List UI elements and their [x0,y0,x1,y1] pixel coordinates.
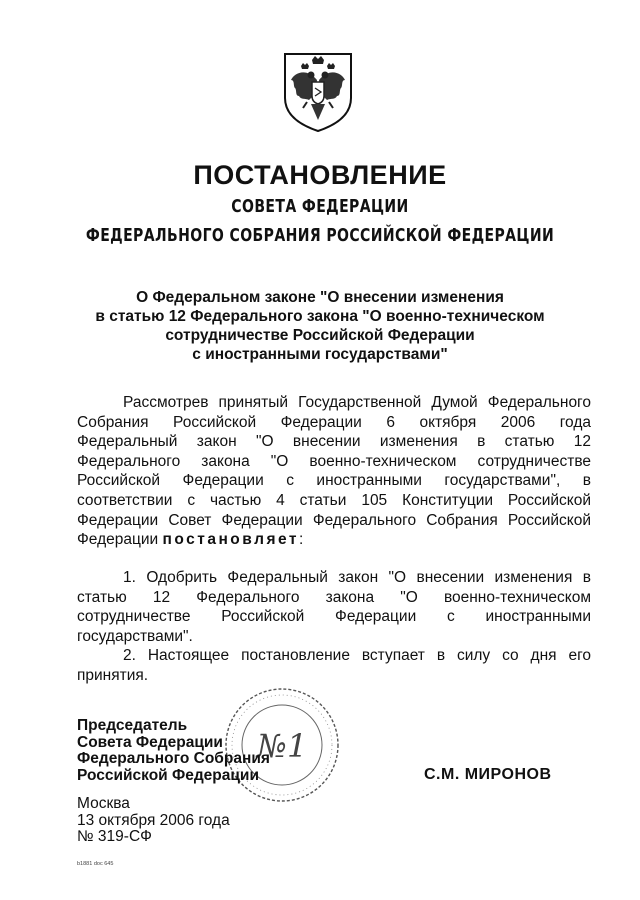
preamble-line: Федерации Совет Федерации Федерального Собрания Российской [77,511,591,529]
document-title: ПОСТАНОВЛЕНИЕ [193,160,447,190]
place-date-block [77,796,230,846]
decree-word: постановляет [162,531,299,549]
item-1-line: государствами". [77,627,193,645]
document-subtitle-council: СОВЕТА ФЕДЕРАЦИИ [231,196,409,217]
document-number: № 319-СФ [77,828,152,845]
preamble-paragraph [77,393,591,550]
preamble-line: соответствии с частью 4 статьи 105 Конституции Российской [77,491,591,509]
item-1-line: 1. Одобрить Федеральный закон "О внесении изменения в [123,569,591,586]
signer-line: Федерального Собрания [77,750,270,767]
item-2-paragraph [77,646,591,685]
signer-name: С.М. МИРОНОВ [424,766,552,783]
date: 13 октября 2006 года [77,811,230,829]
item-1-line: сотрудничестве Российской Федерации с иностранными [77,608,591,626]
preamble-line-last [77,530,591,550]
heading-line: сотрудничестве Российской Федерации [165,327,475,344]
place: Москва [77,795,130,812]
signer-line: Российской Федерации [77,766,259,784]
preamble-line: Рассмотрев принятый Государственной Думой Федерального [123,394,591,411]
heading-line: О Федеральном законе "О внесении изменения [136,289,504,306]
item-1-paragraph [77,568,591,646]
heading-line: с иностранными государствами" [192,346,448,363]
russian-coat-of-arms-icon [281,50,355,134]
item-2-line: 2. Настоящее постановление вступает в силу со дня его [123,647,591,664]
signer-line: Совета Федерации [77,733,223,751]
decree-colon: : [299,531,304,549]
heading-line: в статью 12 Федерального закона "О военно-техническом [95,308,545,325]
signer-line: Председатель [77,717,188,734]
signer-block [77,718,270,784]
preamble-line: Российской Федерации с иностранными государствами", в [77,472,591,490]
preamble-last-prefix: Федерации [77,531,163,549]
document-heading [60,288,580,364]
seal-number: №1 [256,727,308,765]
item-2-line: принятия. [77,666,149,684]
preamble-line: Федерального закона "О военно-техническом сотрудничестве [77,452,591,470]
preamble-line: Собрания Российской Федерации 6 октября 2006 года [77,413,591,431]
item-1-line: статью 12 Федерального закона "О военно-техническом [77,588,591,606]
footnote-code: b1881 doc 645 [77,861,114,867]
preamble-line: Федеральный закон "О внесении изменения в статью 12 [77,433,591,451]
document-subtitle-assembly: ФЕДЕРАЛЬНОГО СОБРАНИЯ РОССИЙСКОЙ ФЕДЕРАЦИИ [85,225,555,246]
